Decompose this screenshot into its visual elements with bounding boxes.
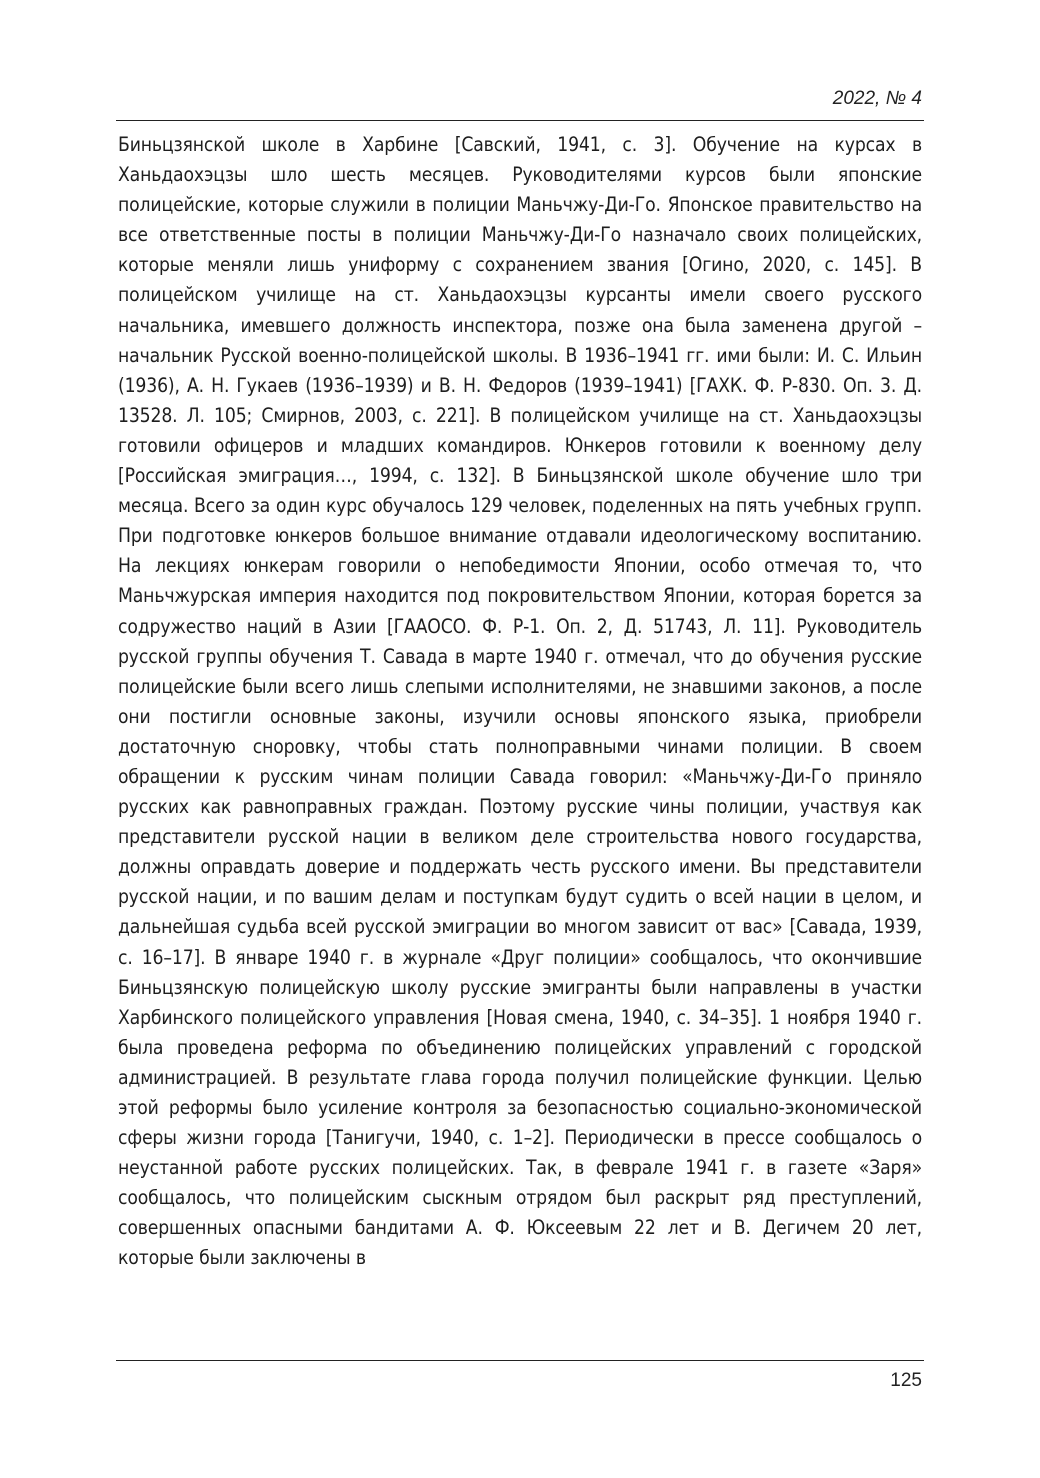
running-header [116,86,924,121]
footer-rule [116,1360,924,1361]
page-number: 125 [890,1370,922,1391]
body-paragraph: Биньцзянской школе в Харбине [Савский, 1941, с. 3]. Обучение на курсах в Ханьдаохэцзы шло шесть месяцев. Руководителями курсов были японские полицейские, которые служили в полиции Маньчжу-Ди-Го. Японское правительство на все ответственные посты в полиции Маньчжу-Ди-Го назначало своих полицейских, которые меняли лишь униформу с сохранением звания [Огино, 2020, с. 145]. В полицейском училище на ст. Ханьдаохэцзы курсанты имели своего русского начальника, имевшего должность инспектора, позже она была заменена другой – начальник Русской военно-полицейской школы. В 1936–1941 гг. ими были: И. С. Ильин (1936), А. Н. Гукаев (1936–1939) и В. Н. Федоров (1939–1941) [ГАХК. Ф. Р-830. Оп. 3. Д. 13528. Л. 105; Смирнов, 2003, с. 221]. В полицейском училище на ст. Ханьдаохэцзы готовили офицеров и младших командиров. Юнкеров готовили к военному делу [Российская эмиграция…, 1994, с. 132]. В Биньцзянской школе обучение шло три месяца. Всего за один курс обучалось 129 человек, поделенных на пять учебных групп. При подготовке юнкеров большое внимание отдавали идеологическому воспитанию. На лекциях юнкерам говорили о непобедимости Японии, особо отмечая то, что Маньчжурская империя находится под покровительством Японии, которая борется за содружество наций в Азии [ГААОСО. Ф. Р-1. Оп. 2, Д. 51743, Л. 11]. Руководитель русской группы обучения Т. Савада в марте 1940 г. отмечал, что до обучения русские полицейские были всего лишь слепыми исполнителями, не знавшими законов, а после они постигли основные законы, изучили основы японского языка, приобрели достаточную сноровку, чтобы стать полноправными чинами полиции. В своем обращении к русским чинам полиции Савада говорил: «Маньчжу-Ди-Го приняло русских как равноправных граждан. Поэтому русские чины полиции, участвуя как представители русской нации в великом деле строительства нового государства, должны оправдать доверие и поддержать честь русского имени. Вы представители русской нации, и по вашим делам и поступкам будут судить о всей нации в целом, и дальнейшая судьба всей русской эмиграции во многом зависит от вас» [Савада, 1939, с. 16–17]. В январе 1940 г. в журнале «Друг полиции» сообщалось, что окончившие Биньцзянскую полицейскую школу русские эмигранты были направлены в участки Харбинского полицейского управления [Новая смена, 1940, с. 34–35]. 1 ноября 1940 г. была проведена реформа по объединению полицейских управлений с городской администрацией. В результате глава города получил полицейские функции. Целью этой реформы было усиление контроля за безопасностью социально-экономической сферы жизни города [Танигучи, 1940, с. 1–2]. Периодически в прессе сообщалось о неустанной работе русских полицейских. Так, в феврале 1941 г. в газете «Заря» сообщалось, что полицейским сыскным отрядом был раскрыт ряд преступлений, совершенных опасными бандитами А. Ф. Юксеевым 22 лет и В. Дегичем 20 лет, которые были заключены в [118,133,922,1270]
journal-issue: 2022, № 4 [832,88,922,109]
